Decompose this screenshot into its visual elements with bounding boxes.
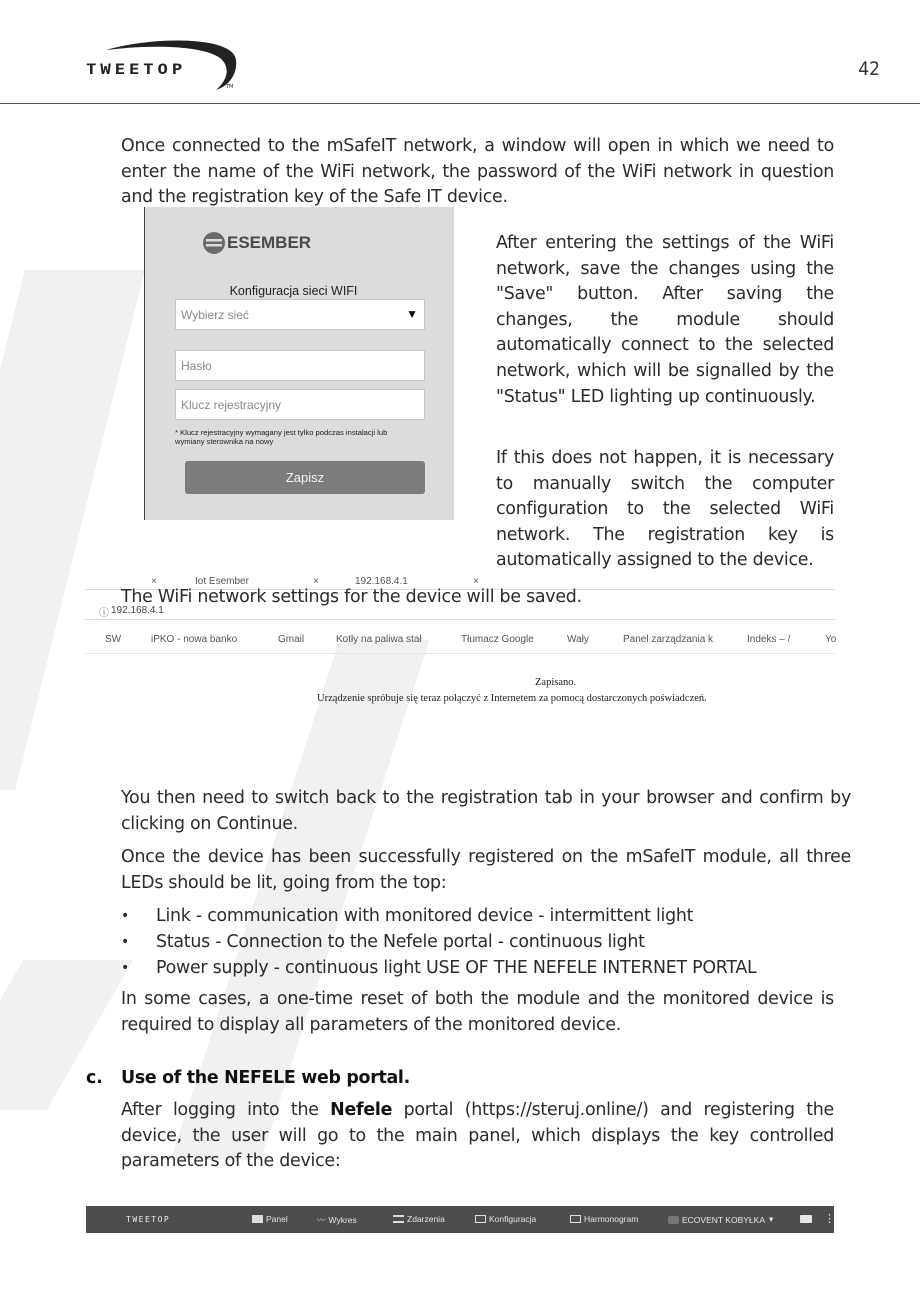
reset-paragraph: In some cases, a one-time reset of both the module and the monitored device is required to display all parameters of the monitored device. (121, 989, 834, 1035)
address-text: 192.168.4.1 (111, 605, 164, 616)
info-icon: ⓘ (99, 608, 109, 619)
registered-paragraph: Once the device has been successfully registered on the mSafeIT module, all three LEDs should be lit, going from the top: (121, 847, 851, 893)
chart-line-icon: 〰 (317, 1215, 326, 1225)
bookmark-item[interactable]: SW (105, 634, 122, 645)
wifi-config-form (144, 207, 454, 520)
portal-navbar (86, 1206, 834, 1233)
nav-konfiguracja-label: Konfiguracja (489, 1214, 537, 1224)
section-c-text-end: portal (https://steruj.online/) and registering the device, the user will go to the main panel, which displays the key controlled parameters of the device: (121, 1100, 834, 1172)
page-number: 42 (858, 58, 880, 80)
nav-wykres[interactable] (317, 1214, 357, 1226)
list-item: • Link - communication with monitored device - intermittent light (121, 903, 851, 929)
bookmark-item[interactable]: iPKO - nowa banko (151, 634, 238, 645)
brand-name: TWEETOP (86, 62, 187, 78)
saved-title: Zapisano. (535, 677, 577, 688)
esember-logo-icon (202, 231, 226, 255)
logo-text: ESEMBER (227, 233, 312, 252)
manual-switch-paragraph: If this does not happen, it is necessary to manually switch the computer configuration to the selected WiFi network. The registration key is automatically assigned to the device. (496, 448, 834, 571)
nav-wykres-label: Wykres (328, 1215, 357, 1225)
section-c-text-start: After logging into the (121, 1100, 331, 1120)
section-c-paragraph (121, 1098, 834, 1175)
intro-paragraph: Once connected to the mSafeIT network, a window will open in which we need to enter the name of the WiFi network, the password of the WiFi network in question and the registration key of the Safe IT device. (121, 136, 834, 208)
device-selector[interactable] (668, 1214, 773, 1225)
chevron-down-icon: ▼ (406, 307, 418, 321)
password-field[interactable] (175, 350, 425, 381)
network-select[interactable] (175, 299, 425, 330)
registration-key-field[interactable] (175, 389, 425, 420)
header-divider (0, 103, 920, 104)
tab-close-icon: × (151, 576, 157, 587)
list-item: • Status - Connection to the Nefele portal - continuous light (121, 929, 851, 955)
tab-close-icon: × (313, 576, 319, 587)
device-icon (668, 1216, 679, 1224)
header-logo (84, 38, 244, 93)
calendar-icon (570, 1215, 581, 1223)
bookmark-item[interactable]: Tłumacz Google (461, 634, 534, 645)
nefele-bold: Nefele (330, 1100, 393, 1120)
tab-iot-esember[interactable]: Iot Esember (195, 576, 249, 587)
bookmark-item[interactable]: Wały (567, 634, 589, 645)
nav-zdarzenia[interactable] (393, 1214, 445, 1224)
panel-icon (252, 1215, 263, 1223)
password-placeholder: Hasło (181, 359, 212, 373)
bookmark-item[interactable]: Gmail (278, 634, 305, 645)
folder-icon[interactable] (800, 1215, 812, 1223)
watermark-stripe (0, 270, 145, 790)
bookmarks-bar (85, 629, 835, 654)
registration-key-placeholder: Klucz rejestracyjny (181, 398, 282, 412)
nav-panel[interactable] (252, 1214, 288, 1224)
form-title: Konfiguracja sieci WIFI (229, 284, 358, 298)
tab-close-icon: × (473, 576, 479, 587)
list-item: • Power supply - continuous light USE OF THE NEFELE INTERNET PORTAL (121, 955, 851, 981)
switch-back-paragraph: You then need to switch back to the registration tab in your browser and confirm by clicking on Continue. (121, 788, 851, 834)
nav-konfiguracja[interactable] (475, 1214, 536, 1224)
device-name: ECOVENT KOBYŁKA (682, 1214, 765, 1225)
saved-message: Urządzenie spróbuje się teraz połączyć z Internetem za pomocą dostarczonych poświadczeń. (317, 693, 707, 704)
more-vertical-icon[interactable]: ⋮ (824, 1213, 835, 1225)
trademark: TM (226, 84, 234, 90)
led-list (121, 903, 851, 981)
save-button[interactable]: Zapisz (185, 461, 425, 494)
watermark-stripe (0, 960, 133, 1110)
bookmark-item[interactable]: Indeks – / (747, 634, 791, 645)
network-select-value: Wybierz sieć (181, 308, 249, 322)
nav-panel-label: Panel (266, 1214, 288, 1224)
bookmark-item[interactable]: Yo (825, 634, 837, 645)
section-c-heading: Use of the NEFELE web portal. (121, 1068, 410, 1088)
saved-caption: The WiFi network settings for the device will be saved. (121, 587, 582, 607)
bookmark-item[interactable]: Kotły na paliwa stał (336, 634, 422, 645)
nav-harmonogram-label: Harmonogram (584, 1214, 639, 1224)
esember-logo (202, 231, 311, 255)
save-instructions-paragraph: After entering the settings of the WiFi network, save the changes using the "Save" button. After saving the changes, the module should automatically connect to the selected network, which will be signalled by the "Status" LED lighting up continuously. (496, 233, 834, 407)
list-icon (393, 1215, 404, 1223)
tab-address[interactable]: 192.168.4.1 (355, 576, 408, 587)
nav-zdarzenia-label: Zdarzenia (407, 1214, 445, 1224)
form-note: * Klucz rejestracyjny wymagany jest tylko podczas instalacji lub wymiany sterownika na nowy (175, 428, 388, 446)
section-c-marker: c. (86, 1068, 103, 1088)
nav-harmonogram[interactable] (570, 1214, 638, 1224)
gear-icon (475, 1215, 486, 1223)
portal-brand: TWEETOP (126, 1215, 171, 1224)
caret-down-icon: ▾ (768, 1214, 774, 1224)
bookmark-item[interactable]: Panel zarządzania k (623, 634, 714, 645)
